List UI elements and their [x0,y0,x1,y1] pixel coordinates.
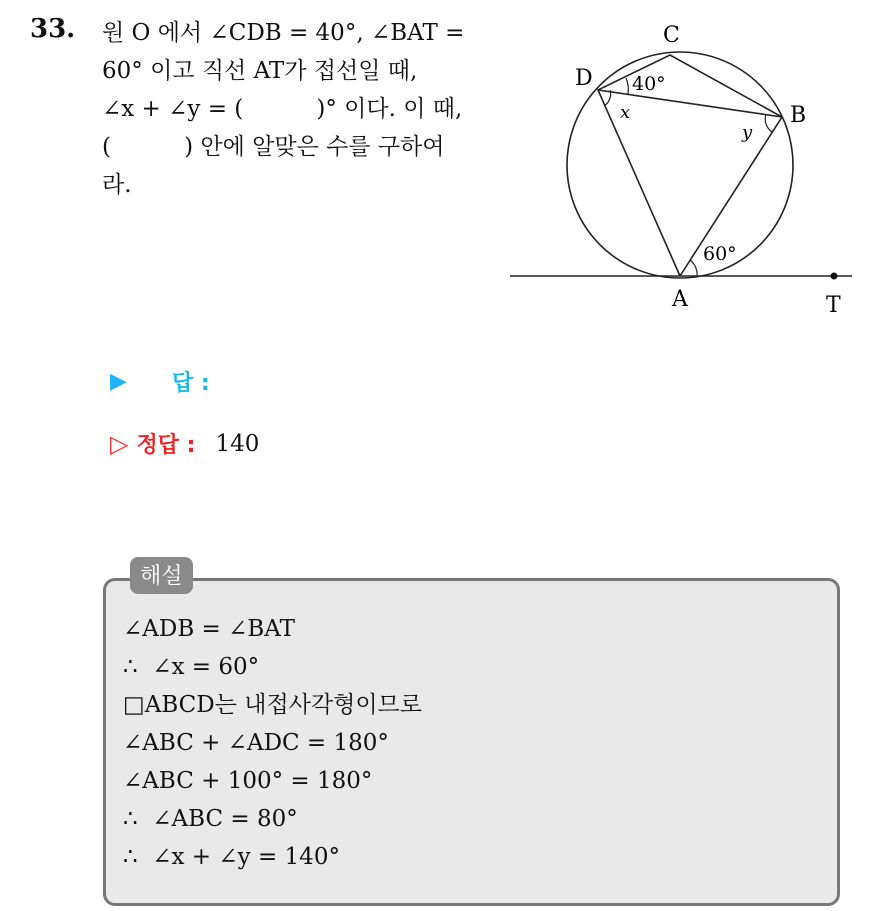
solution-line: □ABCD는 내접사각형이므로 [123,692,422,718]
circle-figure [500,10,870,330]
angle-arc-bat [690,260,697,276]
answer-arrow-icon: ▶ [110,369,127,394]
question-line: ( ) 안에 알맞은 수를 구하여 [102,134,445,160]
question-line: ∠x + ∠y = ( )° 이다. 이 때, [102,96,463,122]
solution-tag: 해설 [130,557,193,594]
circle-o [567,52,793,278]
solution-line: ∠ABC + 100° = 180° [123,768,373,794]
solution-line: ∠ADB = ∠BAT [123,616,295,642]
label-c: C [663,23,680,48]
angle-label-y: y [742,122,753,143]
question-line: 라. [102,172,132,198]
correct-answer-value: 140 [215,430,260,457]
label-a: A [672,287,688,312]
quadrilateral-abcd [598,55,782,276]
correct-arrow-icon: ▷ [110,429,129,458]
solution-line: ∴ ∠ABC = 80° [123,806,298,832]
solution-line: ∴ ∠x = 60° [123,654,260,680]
label-b: B [790,103,807,128]
label-d: D [575,66,593,91]
angle-arc-cdb [626,78,628,94]
correct-answer-row [110,428,259,459]
point-t-dot [831,273,838,280]
solution-lines [123,610,422,876]
solution-line: ∴ ∠x + ∠y = 140° [123,844,340,870]
answer-row [110,366,210,397]
angle-arc-y [765,114,772,132]
question-text [102,14,482,204]
angle-label-bat: 60° [703,243,737,265]
question-line: 원 O 에서 ∠CDB = 40°, ∠BAT = [102,20,465,46]
correct-answer-label: 정답 : [136,433,196,458]
label-t: T [826,293,841,318]
question-number: 33. [30,14,76,44]
angle-label-x: x [620,102,631,123]
question-line: 60° 이고 직선 AT가 접선일 때, [102,58,418,84]
solution-line: ∠ABC + ∠ADC = 180° [123,730,389,756]
angle-label-cdb: 40° [632,73,666,95]
answer-label: 답 : [172,371,210,396]
